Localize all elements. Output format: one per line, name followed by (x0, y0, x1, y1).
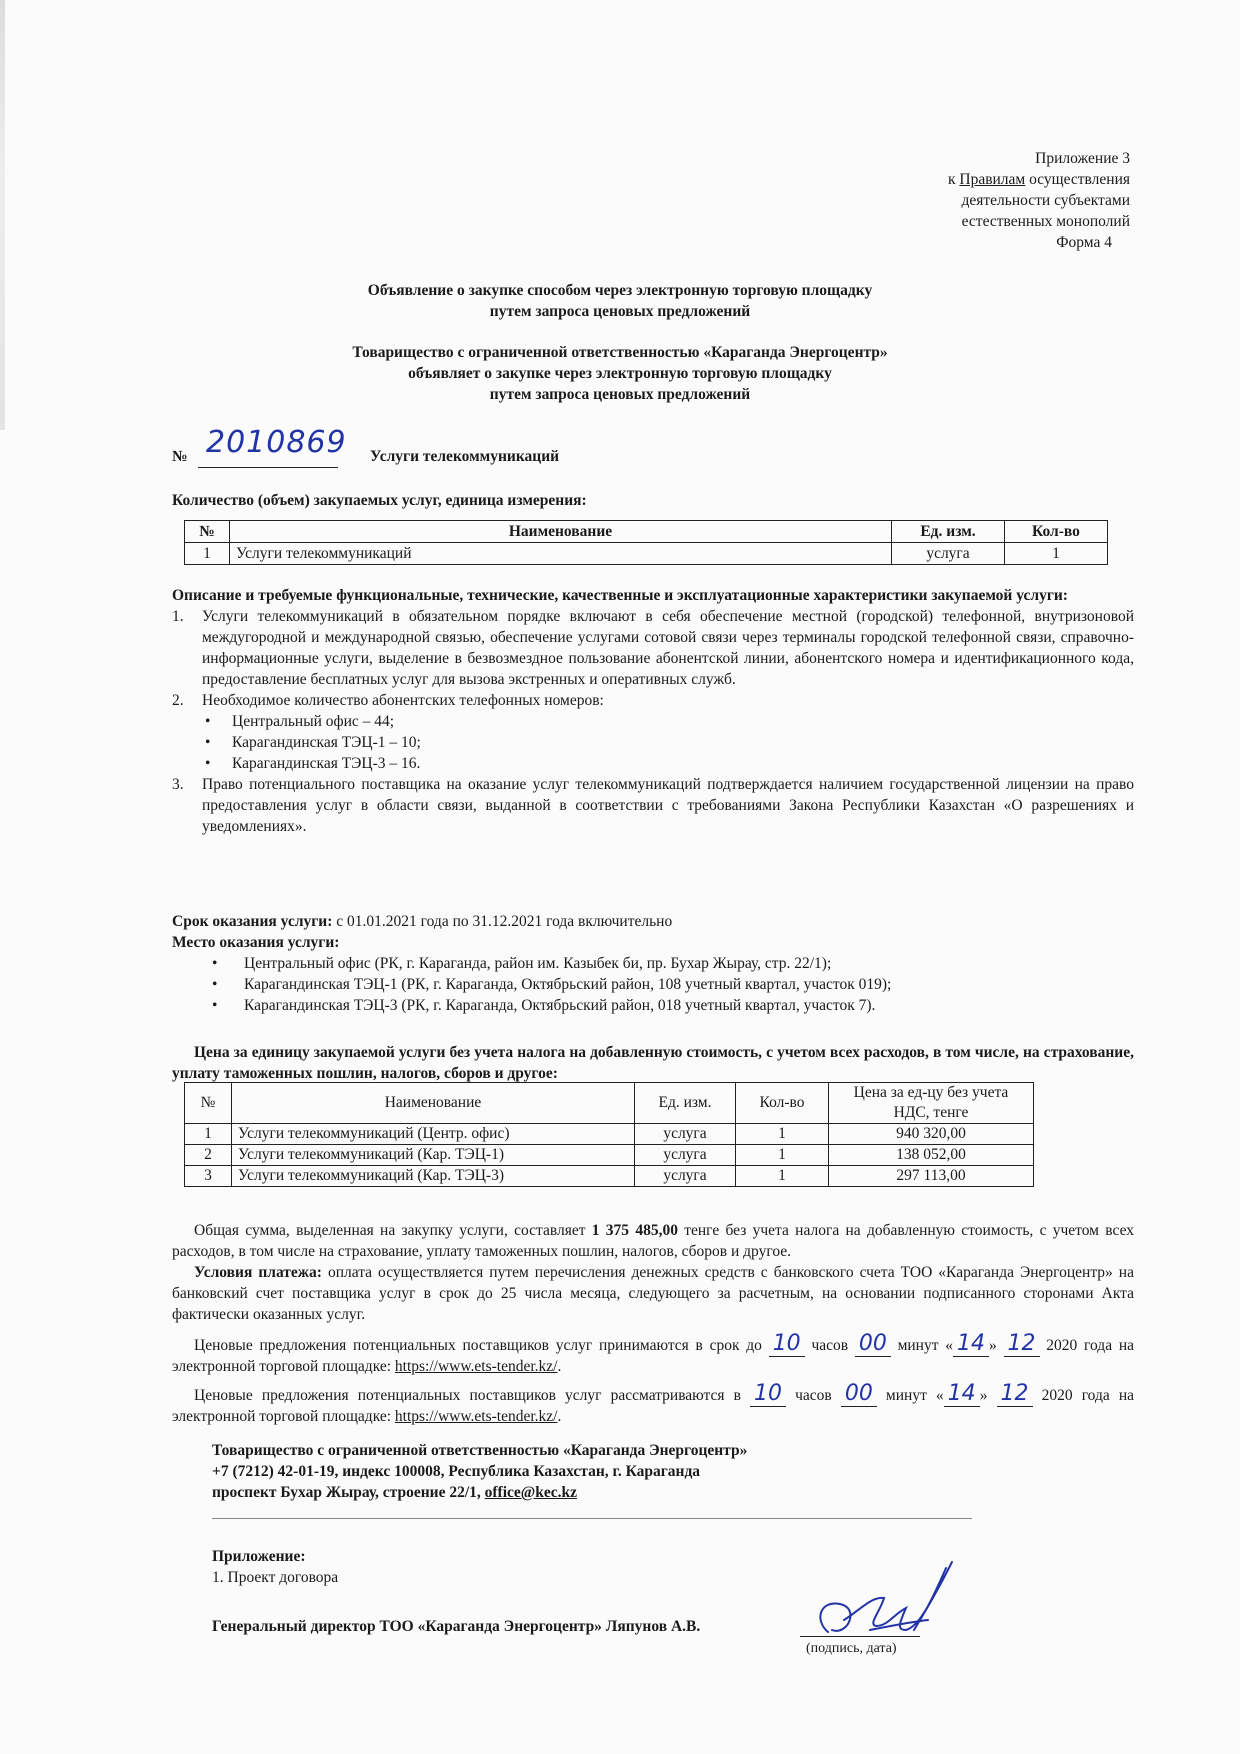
description-heading: Описание и требуемые функциональные, технические, качественные и эксплуатационные характеристики закупаемой услуги: (172, 587, 1068, 604)
cell-number: 2 (185, 1145, 232, 1166)
cell-qty: 1 (736, 1145, 829, 1166)
col-number: № (185, 1083, 232, 1124)
announcer-block (230, 342, 1010, 405)
service-term-label: Срок оказания услуги: (172, 913, 333, 930)
deadline-text: Ценовые предложения потенциальных поставщиков услуг принимаются в срок до (194, 1337, 769, 1354)
col-name: Наименование (230, 521, 892, 543)
cell-price: 297 113,00 (829, 1166, 1034, 1187)
handwritten-number: 2010869 (206, 425, 347, 460)
col-unit: Ед. изм. (635, 1083, 736, 1124)
cell-unit: услуга (635, 1145, 736, 1166)
review-text: 2020 года на электронной торговой площадке: (172, 1387, 1135, 1425)
cell-qty: 1 (736, 1124, 829, 1145)
table-row (185, 1145, 1034, 1166)
col-qty: Кол-во (1005, 521, 1108, 543)
review-deadline-paragraph (172, 1383, 1134, 1427)
company-contacts (212, 1440, 912, 1503)
attachment-item: 1. Проект договора (212, 1569, 339, 1586)
submission-deadline-paragraph (172, 1333, 1134, 1377)
col-number: № (185, 521, 230, 543)
payment-terms-label: Условия платежа: (194, 1264, 322, 1281)
table-row (185, 1124, 1034, 1145)
announcer-line-3: путем запроса ценовых предложений (489, 386, 751, 403)
cell-name: Услуги телекоммуникаций (Кар. ТЭЦ-1) (232, 1145, 635, 1166)
price-table-header (185, 1083, 1034, 1124)
divider (212, 1518, 972, 1519)
handwritten-day: 14 (953, 1331, 989, 1357)
procurement-subject: Услуги телекоммуникаций (370, 448, 560, 465)
review-text: » (979, 1387, 997, 1404)
total-sum-text-end: тенге без учета налога на добавленную стоимость, с учетом всех расходов, в том числе на страхование, уплату таможенных пошлин, налогов, сборов и другое. (172, 1222, 1134, 1260)
scan-edge (0, 0, 5, 430)
rules-link[interactable]: Правилам (959, 171, 1026, 188)
table-row (185, 543, 1108, 565)
total-sum-text: Общая сумма, выделенная на закупку услуги, составляет (194, 1222, 592, 1239)
phone-count-item: • Карагандинская ТЭЦ-3 – 16. (172, 753, 1134, 774)
handwritten-month: 12 (997, 1381, 1033, 1407)
company-street (212, 1482, 912, 1503)
announcement-number-row (172, 425, 872, 470)
appendix-line-5: Форма 4 (1056, 234, 1112, 251)
review-text: часов (786, 1387, 841, 1404)
appendix-block (850, 148, 1130, 253)
handwritten-day: 14 (944, 1381, 980, 1407)
price-table (184, 1082, 1034, 1187)
handwritten-minutes: 00 (841, 1381, 877, 1407)
company-street-text: проспект Бухар Жырау, строение 22/1, (212, 1484, 485, 1501)
appendix-line-2-pre: к (947, 171, 960, 188)
cell-unit: услуга (892, 543, 1005, 565)
deadline-text: минут « (890, 1337, 954, 1354)
company-phone-address: +7 (7212) 42-01-19, индекс 100008, Республика Казахстан, г. Караганда (212, 1463, 701, 1480)
company-name: Товарищество с ограниченной ответственностью «Караганда Энергоцентр» (212, 1442, 748, 1459)
company-email-link[interactable]: office@kec.kz (484, 1484, 577, 1501)
handwritten-month: 12 (1004, 1331, 1040, 1357)
total-sum-paragraph (172, 1220, 1134, 1262)
col-name: Наименование (232, 1083, 635, 1124)
quantity-table (184, 520, 1108, 565)
review-text: минут « (876, 1387, 944, 1404)
cell-number: 3 (185, 1166, 232, 1187)
service-place-label: Место оказания услуги: (172, 934, 340, 951)
announcer-line-2: объявляет о закупке через электронную торговую площадку (408, 365, 832, 382)
service-place-item: • Карагандинская ТЭЦ-3 (РК, г. Караганда, Октябрьский район, 018 учетный квартал, участок 7). (172, 995, 1134, 1016)
appendix-line-4: естественных монополий (961, 213, 1130, 230)
handwritten-hours: 10 (750, 1381, 786, 1407)
announcer-line-1: Товарищество с ограниченной ответственностью «Караганда Энергоцентр» (352, 344, 888, 361)
col-unit-price: Цена за ед-цу без учета НДС, тенге (829, 1083, 1034, 1124)
term-block (172, 911, 1134, 1016)
table-row (185, 1166, 1034, 1187)
payment-terms-paragraph (172, 1262, 1134, 1325)
cell-unit: услуга (635, 1124, 736, 1145)
phone-count-item: • Центральный офис – 44; (172, 711, 1134, 732)
title-line-1: Объявление о закупке способом через электронную торговую площадку (367, 282, 873, 299)
cell-qty: 1 (1005, 543, 1108, 565)
requirement-1 (172, 606, 1134, 690)
requirement-2-text: Необходимое количество абонентских телефонных номеров: (202, 692, 604, 709)
handwritten-hours: 10 (769, 1331, 805, 1357)
ets-tender-link[interactable]: https://www.ets-tender.kz/ (394, 1358, 558, 1375)
signature-caption: (подпись, дата) (806, 1641, 897, 1656)
quantity-heading: Количество (объем) закупаемых услуг, единица измерения: (172, 492, 587, 509)
cell-qty: 1 (736, 1166, 829, 1187)
title-line-2: путем запроса ценовых предложений (489, 303, 751, 320)
cell-price: 940 320,00 (829, 1124, 1034, 1145)
deadline-text: » (989, 1337, 1004, 1354)
total-block (172, 1220, 1134, 1427)
col-qty: Кол-во (736, 1083, 829, 1124)
requirement-1-text: Услуги телекоммуникаций в обязательном порядке включают в себя обеспечение местной (городской) телефонной, внутризоновой междугородной и международной связью, обеспечение услугами сотовой связи через терминалы городской телефонной связи, справочно-информационные услуги, выделение в безвозмездное пользование абонентской линии, абонентского номера и идентификационного кода, предоставление бесплатных услуг для вызова экстренных и оперативных служб. (202, 608, 1134, 688)
period: . (557, 1408, 562, 1425)
cell-unit: услуга (635, 1166, 736, 1187)
document-title (230, 280, 1010, 322)
handwritten-minutes: 00 (855, 1331, 891, 1357)
appendix-line-2-post: осуществления (1025, 171, 1130, 188)
service-place-item: • Карагандинская ТЭЦ-1 (РК, г. Караганда, Октябрьский район, 108 учетный квартал, участок 019); (172, 974, 1134, 995)
service-term (172, 911, 1134, 932)
service-place-item: • Центральный офис (РК, г. Караганда, район им. Казыбек би, пр. Бухар Жырау, стр. 22/1); (172, 953, 1134, 974)
period: . (557, 1358, 562, 1375)
review-text: Ценовые предложения потенциальных поставщиков услуг рассматриваются в (194, 1387, 751, 1404)
cell-price: 138 052,00 (829, 1145, 1034, 1166)
total-sum-value: 1 375 485,00 (591, 1222, 678, 1239)
attachment-label: Приложение: (212, 1548, 306, 1565)
number-sign: № (172, 448, 188, 465)
phone-count-item: • Карагандинская ТЭЦ-1 – 10; (172, 732, 1134, 753)
attachment-block (212, 1546, 338, 1588)
requirement-3-text: Право потенциального поставщика на оказание услуг телекоммуникаций подтверждается наличием государственной лицензии на право предоставления услуг в области связи, выданной в соответствии с требованиями Закона Республики Казахстан «О разрешениях и уведомлениях». (202, 776, 1134, 835)
col-unit: Ед. изм. (892, 521, 1005, 543)
cell-name: Услуги телекоммуникаций (Центр. офис) (232, 1124, 635, 1145)
cell-number: 1 (185, 1124, 232, 1145)
cell-number: 1 (185, 543, 230, 565)
appendix-line-2 (850, 169, 1130, 190)
description-block (172, 585, 1134, 837)
service-term-value: с 01.01.2021 года по 31.12.2021 года включительно (332, 913, 673, 930)
cell-name: Услуги телекоммуникаций (Кар. ТЭЦ-3) (232, 1166, 635, 1187)
appendix-line-1: Приложение 3 (1035, 150, 1130, 167)
quantity-table-header (185, 521, 1108, 543)
handwritten-number-field (198, 425, 347, 468)
price-heading: Цена за единицу закупаемой услуги без учета налога на добавленную стоимость, с учетом всех расходов, в том числе, на страхование, уплату таможенных пошлин, налогов, сборов и другое: (172, 1044, 1134, 1082)
requirement-2 (172, 690, 1134, 711)
requirement-3-number: 3. (172, 776, 184, 793)
deadline-text: 2020 года на электронной торговой площадке: (172, 1337, 1135, 1375)
director-signature-line: Генеральный директор ТОО «Караганда Энергоцентр» Ляпунов А.В. (212, 1618, 701, 1635)
requirement-3 (172, 774, 1134, 837)
payment-terms-text: оплата осуществляется путем перечисления денежных средств с банковского счета ТОО «Караганда Энергоцентр» на банковский счет поставщика услуг в срок до 25 числа месяца, следующего за расчетным, на основании подписанного сторонами Акта фактически оказанных услуг. (172, 1264, 1134, 1323)
appendix-line-3: деятельности субъектами (961, 192, 1130, 209)
cell-name: Услуги телекоммуникаций (230, 543, 892, 565)
deadline-text: часов (804, 1337, 855, 1354)
requirement-2-number: 2. (172, 692, 184, 709)
requirement-1-number: 1. (172, 608, 184, 625)
signature-underline (800, 1636, 920, 1637)
ets-tender-link[interactable]: https://www.ets-tender.kz/ (394, 1408, 558, 1425)
